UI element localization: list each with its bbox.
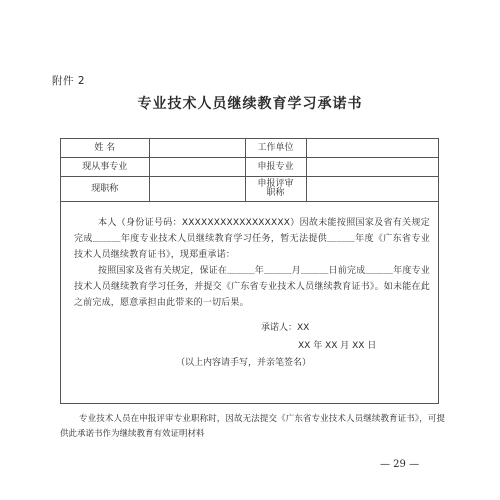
statement-paragraph-1: 本人（身份证号码：XXXXXXXXXXXXXXXXX）因故未能按照国家及省有关规定完成＿＿＿年度专业技术人员继续教育学习任务，暂无法提供＿＿＿年度《广东省专业技术人员继续教育证书》，现郑重承诺： [74,218,430,260]
annex-label: 附件 2 [52,75,86,87]
page-number: — 29 — [380,459,420,470]
work-unit-field[interactable] [306,139,438,158]
applied-title-label-line2: 职称 [266,188,285,198]
current-major-field[interactable] [149,158,245,177]
applied-title-label [245,177,306,202]
signer-line: 承诺人：XX [261,323,310,333]
document-title: 专业技术人员继续教育学习承诺书 [137,96,363,112]
handwrite-note: （以上内容请手写，并亲笔签名） [176,358,312,368]
table-row [61,177,438,202]
current-title-field[interactable] [149,177,245,202]
commitment-form [60,138,439,404]
name-field[interactable] [149,139,245,158]
applied-major-label: 申报专业 [245,158,306,177]
table-row [61,139,438,158]
work-unit-label: 工作单位 [245,139,306,158]
commitment-statement [74,215,430,311]
current-title-label: 现职称 [61,177,149,202]
current-major-label: 现从事专业 [61,158,149,177]
statement-paragraph-2: 按照国家及省有关规定，保证在＿＿＿年＿＿＿月＿＿＿日前完成＿＿＿年度专业技术人员继续教育学习任务，并提交《广东省专业技术人员继续教育证书》。如未能在此之前完成，愿意承担由此带来的一切后果。 [74,266,430,308]
footnote: 专业技术人员在申报评审专业职称时，因故无法提交《广东省专业技术人员继续教育证书》，可提供此承诺书作为继续教育有效证明材料 [60,414,445,439]
applied-title-field[interactable] [306,177,438,202]
info-table [61,139,438,202]
applied-major-field[interactable] [306,158,438,177]
name-label: 姓 名 [61,139,149,158]
sign-date: XX 年 XX 月 XX 日 [298,341,377,351]
applied-title-label-line1: 申报评审 [257,179,294,189]
table-row [61,158,438,177]
